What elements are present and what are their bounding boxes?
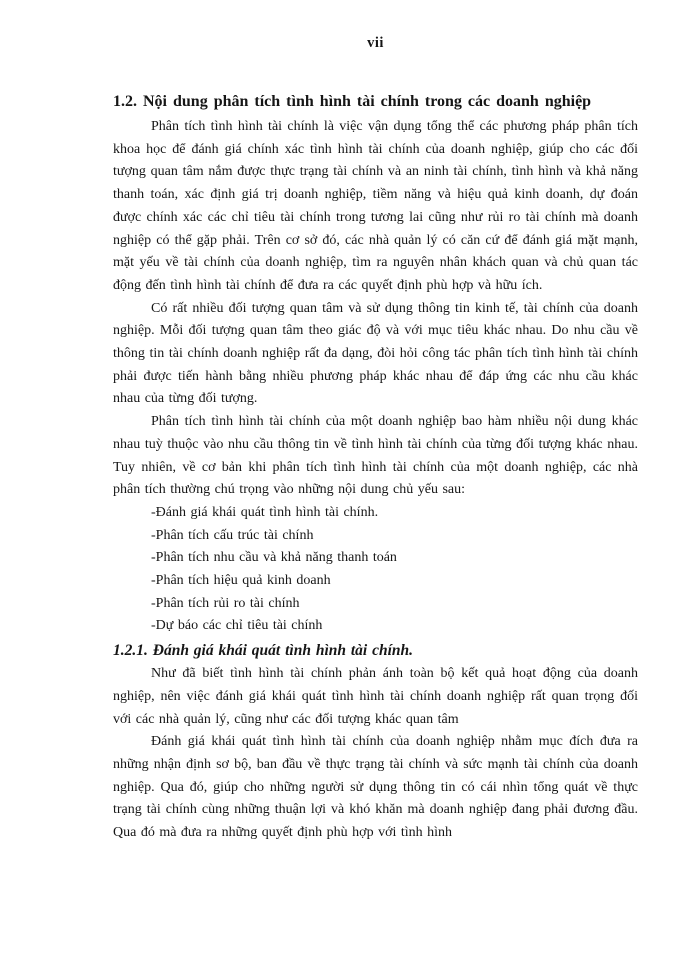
section-heading: 1.2. Nội dung phân tích tình hình tài chính trong các doanh nghiệp: [113, 93, 592, 110]
paragraph: Đánh giá khái quát tình hình tài chính của doanh nghiệp nhằm mục đích đưa ra những nhận định sơ bộ, ban đầu về thực trạng tài chính và sức mạnh tài chính của doanh nghiệp. Qua đó, giúp cho những người sử dụng thông tin có cái nhìn tổng quát về thực trạng tài chính cùng những thuận lợi và khó khăn mà doanh nghiệp đang phải đương đầu. Qua đó mà đưa ra những quyết định phù hợp với tình hình: [113, 734, 638, 841]
page-number: vii: [367, 35, 384, 51]
list-item: -Dự báo các chỉ tiêu tài chính: [151, 618, 323, 634]
paragraph: Có rất nhiều đối tượng quan tâm và sử dụng thông tin kinh tế, tài chính của doanh nghiệp. Mỗi đối tượng quan tâm theo giác độ và với mục tiêu khác nhau. Do nhu cầu về thông tin tài chính doanh nghiệp rất đa dạng, đòi hỏi công tác phân tích tình hình tài chính phải được tiến hành bằng nhiều phương pháp khác nhau để đáp ứng các nhu cầu khác nhau của từng đối tượng.: [113, 300, 638, 407]
list-item: -Phân tích hiệu quả kinh doanh: [151, 573, 331, 589]
list-item: -Phân tích cấu trúc tài chính: [151, 527, 314, 543]
paragraph: Phân tích tình hình tài chính của một doanh nghiệp bao hàm nhiều nội dung khác nhau tuỳ thuộc vào nhu cầu thông tin về tình hình tài chính của từng đối tượng khác nhau. Tuy nhiên, về cơ bản khi phân tích tình hình tài chính của một doanh nghiệp, các nhà phân tích thường chú trọng vào những nội dung chủ yếu sau:: [113, 414, 638, 498]
paragraph: Như đã biết tình hình tài chính phản ánh toàn bộ kết quả hoạt động của doanh nghiệp, nên việc đánh giá khái quát tình hình tài chính doanh nghiệp rất quan trọng đối với các nhà quản lý, cũng như các đối tượng khác quan tâm: [113, 666, 638, 727]
list-item: -Phân tích rủi ro tài chính: [151, 595, 300, 611]
page-content: [113, 90, 638, 845]
content-list: [113, 502, 638, 638]
subsection-heading: 1.2.1. Đánh giá khái quát tình hình tài chính.: [113, 642, 414, 660]
list-item: -Phân tích nhu cầu và khả năng thanh toán: [151, 550, 397, 566]
paragraph: Phân tích tình hình tài chính là việc vận dụng tổng thể các phương pháp phân tích khoa học để đánh giá chính xác tình hình tài chính của doanh nghiệp, giúp cho các đối tượng quan tâm nắm được thực trạng tài chính và an ninh tài chính, tình hình và khả năng thanh toán, xác định giá trị doanh nghiệp, tiềm năng và hiệu quả kinh doanh, dự đoán được chính xác các chỉ tiêu tài chính trong tương lai cũng như rủi ro tài chính mà doanh nghiệp có thể gặp phải. Trên cơ sở đó, các nhà quản lý có căn cứ để đánh giá mặt mạnh, mặt yếu về tài chính của doanh nghiệp, tìm ra nguyên nhân khách quan và chủ quan tác động đến tình hình tài chính để đưa ra các quyết định phù hợp và hữu ích.: [113, 119, 638, 293]
list-item: -Đánh giá khái quát tình hình tài chính.: [151, 504, 379, 520]
